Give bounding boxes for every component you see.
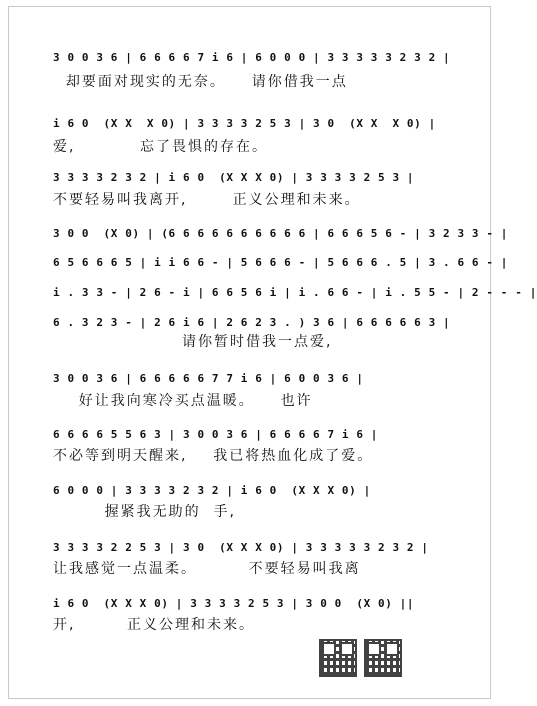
- lyrics-line-1: 却要面对现实的无奈。 请你借我一点: [53, 74, 348, 90]
- notation-line-1: 3 0 0 3 6 | 6 6 6 6 7 i 6 | 6 0 0 0 | 3 3 3 3 3 2 3 2 |: [53, 51, 451, 64]
- lyrics-line-3: 不要轻易叫我离开, 正义公理和未来。: [53, 192, 361, 208]
- lyrics-line-6: 不必等到明天醒来, 我已将热血化成了爱。: [53, 448, 374, 464]
- notation-line-9: 6 6 6 6 5 5 6 3 | 3 0 0 3 6 | 6 6 6 6 7 i 6 |: [53, 428, 379, 441]
- qr-code-right: [364, 639, 402, 677]
- lyrics-line-2: 爱, 忘了畏惧的存在。: [53, 139, 268, 155]
- notation-line-8: 3 0 0 3 6 | 6 6 6 6 6 7 7 i 6 | 6 0 0 3 6 |: [53, 372, 364, 385]
- notation-line-4: 3 0 0 (X 0) | (6 6 6 6 6 6 6 6 6 6 | 6 6 6 5 6 - | 3 2 3 3 - |: [53, 227, 509, 240]
- notation-line-5: 6 5 6 6 6 5 | i i 6 6 - | 5 6 6 6 - | 5 6 6 6 . 5 | 3 . 6 6 - |: [53, 256, 509, 269]
- notation-line-3: 3 3 3 3 2 3 2 | i 6 0 (X X X 0) | 3 3 3 3 2 5 3 |: [53, 171, 415, 184]
- notation-line-6: i . 3 3 - | 2 6 - i | 6 6 5 6 i | i . 6 6 - | i . 5 5 - | 2 - - - |: [53, 286, 537, 299]
- qr-code-left: [319, 639, 357, 677]
- lyrics-line-9: 开, 正义公理和未来。: [53, 617, 256, 633]
- score-page: [8, 6, 537, 699]
- lyrics-line-8: 让我感觉一点温柔。 不要轻易叫我离: [53, 561, 361, 577]
- notation-line-2: i 6 0 (X X X 0) | 3 3 3 3 2 5 3 | 3 0 (X X X 0) |: [53, 117, 436, 130]
- lyrics-line-5: 好让我向寒冷买点温暖。 也许: [53, 393, 313, 409]
- notation-line-12: i 6 0 (X X X 0) | 3 3 3 3 2 5 3 | 3 0 0 (X 0) ||: [53, 597, 415, 610]
- notation-line-11: 3 3 3 3 2 2 5 3 | 3 0 (X X X 0) | 3 3 3 3 3 2 3 2 |: [53, 541, 429, 554]
- notation-line-7: 6 . 3 2 3 - | 2 6 i 6 | 2 6 2 3 . ) 3 6 | 6 6 6 6 6 3 |: [53, 316, 451, 329]
- notation-line-10: 6 0 0 0 | 3 3 3 3 2 3 2 | i 6 0 (X X X 0) |: [53, 484, 371, 497]
- lyrics-line-4: 请你暂时借我一点爱,: [53, 334, 333, 350]
- lyrics-line-7: 握紧我无助的 手,: [53, 504, 236, 520]
